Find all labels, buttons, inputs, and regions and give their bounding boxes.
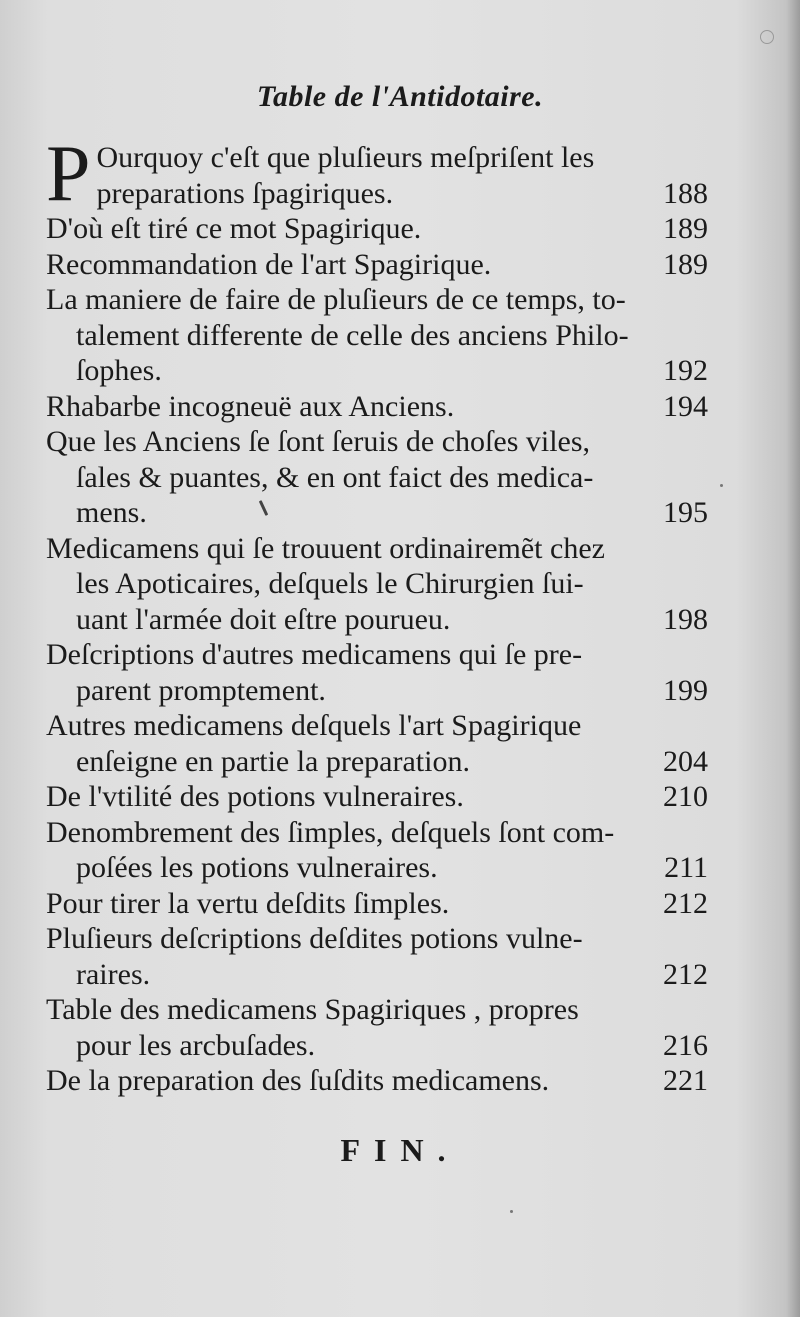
- toc-entry-line: Denombrement des ſimples, deſquels ſont com-: [46, 815, 615, 849]
- toc-entry-line: enſeigne en partie la preparation.: [76, 744, 470, 778]
- toc-page-number: 204: [663, 744, 708, 778]
- toc-entry: [46, 130, 708, 218]
- end-mark: FIN.: [340, 1132, 460, 1168]
- toc-entry-line: De l'vtilité des potions vulneraires.: [46, 780, 464, 813]
- toc-page-number: 210: [663, 780, 708, 813]
- toc-entry-line: Pour tirer la vertu deſdits ſimples.: [46, 886, 450, 920]
- toc-page-number: 189: [663, 212, 708, 245]
- page-edge-shadow: [786, 0, 800, 1317]
- toc-page-number: 188: [663, 176, 708, 210]
- paper-speck: [720, 484, 723, 487]
- toc-page-number: 221: [663, 1064, 708, 1097]
- toc-entry-line: D'où eſt tiré ce mot Spagirique.: [46, 212, 422, 245]
- toc-entry-line: pour les arcbuſades.: [76, 1028, 316, 1062]
- toc-entry: [46, 1063, 708, 1099]
- toc-entry: [46, 247, 708, 283]
- toc-entry-line: parent promptement.: [76, 673, 326, 707]
- toc-entry: [46, 211, 708, 247]
- toc-entry: [46, 282, 708, 389]
- toc-page-number: 212: [663, 886, 708, 920]
- toc-entry-line: Recommandation de l'art Spagirique.: [46, 247, 492, 281]
- toc-entry-line: talement differente de celle des anciens Philo-: [76, 318, 629, 352]
- toc-page-number: 194: [663, 389, 708, 423]
- table-of-contents: [46, 130, 708, 1099]
- toc-entry: [46, 886, 708, 922]
- toc-entry-line: Rhabarbe incogneuë aux Anciens.: [46, 389, 455, 423]
- toc-page-number: 212: [663, 957, 708, 991]
- toc-entry-line: Autres medicamens deſquels l'art Spagirique: [46, 709, 582, 742]
- toc-entry: [46, 637, 708, 708]
- toc-entry: [46, 531, 708, 638]
- toc-entry: [46, 779, 708, 815]
- toc-page-number: 211: [664, 851, 708, 884]
- paper-speck: [760, 30, 774, 44]
- toc-entry-line: La maniere de faire de pluſieurs de ce temps, to-: [46, 283, 626, 316]
- toc-entry-line: Table des medicamens Spagiriques , propres: [46, 993, 579, 1026]
- toc-page-number: 195: [663, 496, 708, 529]
- toc-entry-text: Ourquoy c'eſt que pluſieurs meſpriſent les: [96, 141, 595, 174]
- toc-entry-line: ſophes.: [76, 354, 162, 387]
- toc-entry: [46, 424, 708, 531]
- drop-cap: P: [46, 130, 91, 218]
- toc-page-number: 192: [663, 354, 708, 387]
- toc-entry: [46, 708, 708, 779]
- toc-entry: [46, 389, 708, 425]
- toc-entry: [46, 921, 708, 992]
- page-header: Table de l'Antidotaire.: [256, 80, 544, 113]
- toc-entry-line: mens.: [76, 496, 147, 529]
- toc-page-number: 199: [663, 673, 708, 707]
- toc-page-number: 198: [663, 602, 708, 636]
- toc-entry-line: poſées les potions vulneraires.: [76, 851, 438, 884]
- toc-entry-line: Medicamens qui ſe trouuent ordinairemẽt chez: [46, 531, 605, 565]
- toc-entry-line: Pluſieurs deſcriptions deſdites potions vulne-: [46, 922, 583, 955]
- toc-entry-line: ſales & puantes, & en ont faict des medica-: [76, 460, 594, 494]
- toc-page-number: 216: [663, 1028, 708, 1062]
- toc-entry-line: preparations ſpagiriques.: [96, 176, 394, 210]
- toc-entry-line: raires.: [76, 957, 151, 991]
- toc-entry-line: les Apoticaires, deſquels le Chirurgien ſui-: [76, 567, 584, 600]
- toc-entry-line: uant l'armée doit eſtre pourueu.: [76, 602, 451, 636]
- toc-entry: [46, 992, 708, 1063]
- toc-entry-line: De la preparation des ſuſdits medicamens.: [46, 1064, 550, 1097]
- toc-page-number: 189: [663, 247, 708, 281]
- paper-speck: [510, 1210, 513, 1213]
- toc-entry-line: Deſcriptions d'autres medicamens qui ſe pre-: [46, 638, 583, 671]
- toc-entry-line: Que les Anciens ſe ſont ſeruis de choſes viles,: [46, 425, 591, 458]
- toc-entry: [46, 815, 708, 886]
